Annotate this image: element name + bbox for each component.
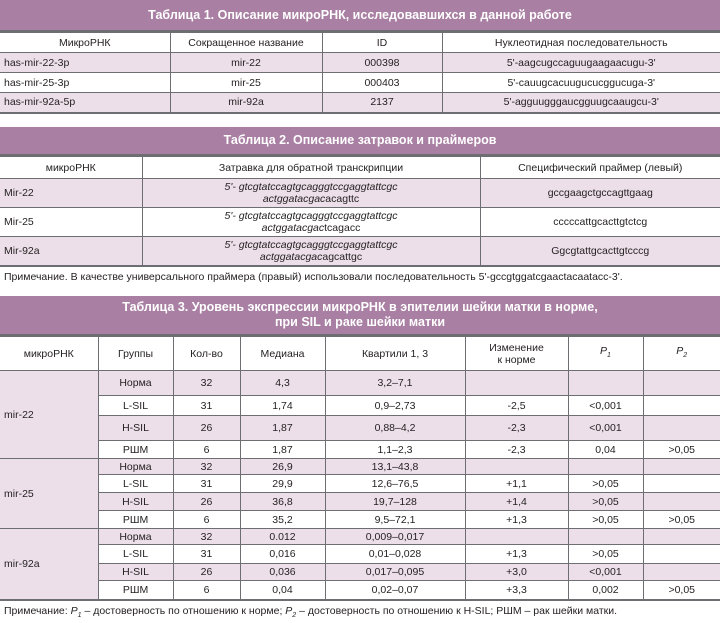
table-row — [0, 545, 720, 564]
id-cell: 2137 — [322, 93, 442, 113]
change-cell: +1,4 — [465, 493, 568, 511]
sequence-cell: 5'-agguugggaucgguugcaaugcu-3' — [442, 93, 720, 113]
id-cell: 000398 — [322, 53, 442, 73]
p1-cell: 0,002 — [568, 581, 643, 600]
column-header: $P_1$ — [568, 337, 643, 371]
rt-primer-cell — [142, 208, 480, 237]
table-1-title: Таблица 1. Описание микроРНК, исследовавшихся в данной работе — [0, 0, 720, 32]
p1-cell: 0,04 — [568, 441, 643, 459]
change-cell: +3,3 — [465, 581, 568, 600]
mirna-cell: has-mir-25-3p — [0, 73, 170, 93]
quartiles-cell: 0,88–4,2 — [325, 416, 465, 441]
change-cell — [465, 371, 568, 396]
mirna-group-cell: mir-92a — [0, 529, 98, 600]
count-cell: 31 — [173, 396, 240, 416]
count-cell: 31 — [173, 545, 240, 564]
mirna-group-cell: mir-22 — [0, 371, 98, 459]
table-row — [0, 237, 720, 266]
column-header: МикроРНК — [0, 33, 170, 53]
primer-cell: cccccattgcacttgtctcg — [480, 208, 720, 237]
mirna-cell: has-mir-92a-5p — [0, 93, 170, 113]
count-cell: 6 — [173, 511, 240, 529]
mirna-cell: Mir-22 — [0, 179, 142, 208]
median-cell: 4,3 — [240, 371, 325, 396]
p1-cell: >0,05 — [568, 475, 643, 493]
rt-primer-line-2: actggatacgacagcattgc — [259, 250, 363, 263]
column-header: Специфический праймер (левый) — [480, 157, 720, 179]
table-row — [0, 564, 720, 581]
p1-cell: >0,05 — [568, 511, 643, 529]
p2-cell: >0,05 — [643, 581, 720, 600]
table-2-grid — [0, 156, 720, 267]
quartiles-cell: 0,017–0,095 — [325, 564, 465, 581]
short-name-cell: mir-92a — [170, 93, 322, 113]
mirna-cell: Mir-25 — [0, 208, 142, 237]
count-cell: 32 — [173, 371, 240, 396]
column-header: Медиана — [240, 337, 325, 371]
id-cell: 000403 — [322, 73, 442, 93]
quartiles-cell: 0,01–0,028 — [325, 545, 465, 564]
median-cell: 0,04 — [240, 581, 325, 600]
median-cell: 0,036 — [240, 564, 325, 581]
sequence-cell: 5'-aagcugccaguugaagaacugu-3' — [442, 53, 720, 73]
group-cell: Норма — [98, 459, 173, 475]
column-header: микроРНК — [0, 337, 98, 371]
p2-cell — [643, 493, 720, 511]
change-cell: -2,3 — [465, 416, 568, 441]
table-1-grid — [0, 32, 720, 114]
p1-cell — [568, 459, 643, 475]
group-cell: Норма — [98, 371, 173, 396]
table-3-grid — [0, 336, 720, 601]
median-cell: 0.012 — [240, 529, 325, 545]
rt-primer-line-1: 5'- gtcgtatccagtgcagggtccgaggtattcgc — [224, 210, 398, 222]
p2-cell: >0,05 — [643, 441, 720, 459]
median-cell: 1,74 — [240, 396, 325, 416]
table-3-title: Таблица 3. Уровень экспрессии микроРНК в эпителии шейки матки в норме, при SIL и раке шейки матки — [0, 296, 720, 336]
table-row — [0, 53, 720, 73]
column-header: Кол-во — [173, 337, 240, 371]
p2-cell — [643, 371, 720, 396]
p2-cell — [643, 564, 720, 581]
change-cell — [465, 459, 568, 475]
table-2-note: Примечание. В качестве универсального праймера (правый) использовали последовательность 5'-gccgtggatcgaactacaatacc-3'. — [4, 270, 623, 283]
table-3-note: Примечание: $P_1$ – достоверность по отношению к норме; $P_2$ – достоверность по отношению к H-SIL; РШМ – рак шейки матки. — [4, 604, 618, 619]
count-cell: 26 — [173, 564, 240, 581]
table-row — [0, 179, 720, 208]
p1-cell: >0,05 — [568, 545, 643, 564]
change-cell: -2,5 — [465, 396, 568, 416]
quartiles-cell: 12,6–76,5 — [325, 475, 465, 493]
column-header: Изменение к норме — [465, 337, 568, 371]
quartiles-cell: 0,02–0,07 — [325, 581, 465, 600]
group-cell: L-SIL — [98, 396, 173, 416]
rt-primer-line-2: actggatacgactcagacc — [261, 222, 361, 234]
p2-cell — [643, 459, 720, 475]
group-cell: H-SIL — [98, 416, 173, 441]
group-cell: РШМ — [98, 581, 173, 600]
column-header: ID — [322, 33, 442, 53]
median-cell: 0,016 — [240, 545, 325, 564]
table-1-header-row — [0, 33, 720, 53]
table-row — [0, 441, 720, 459]
p2-cell — [643, 396, 720, 416]
p1-cell: <0,001 — [568, 416, 643, 441]
column-header: микроРНК — [0, 157, 142, 179]
p2-cell — [643, 529, 720, 545]
quartiles-cell: 0,009–0,017 — [325, 529, 465, 545]
median-cell: 29,9 — [240, 475, 325, 493]
p1-cell: <0,001 — [568, 396, 643, 416]
mirna-cell: Mir-92a — [0, 237, 142, 266]
quartiles-cell: 9,5–72,1 — [325, 511, 465, 529]
rt-primer-cell — [142, 237, 480, 266]
median-cell: 1,87 — [240, 416, 325, 441]
column-header: Сокращенное название — [170, 33, 322, 53]
quartiles-cell: 19,7–128 — [325, 493, 465, 511]
rt-primer-line-2: actggatacgacacagttc — [262, 193, 360, 205]
table-row — [0, 475, 720, 493]
rt-primer-line-1: 5'- gtcgtatccagtgcagggtccgaggtattcgc — [224, 238, 398, 251]
change-cell: +1,3 — [465, 511, 568, 529]
p1-cell — [568, 371, 643, 396]
table-row — [0, 93, 720, 113]
primer-cell: Ggcgtattgcacttgtcccg — [480, 237, 720, 266]
p2-cell — [643, 545, 720, 564]
table-row — [0, 208, 720, 237]
column-header: Квартили 1, 3 — [325, 337, 465, 371]
table-3-header-row — [0, 337, 720, 371]
group-cell: H-SIL — [98, 564, 173, 581]
mirna-group-cell: mir-25 — [0, 459, 98, 529]
median-cell: 26,9 — [240, 459, 325, 475]
table-row — [0, 396, 720, 416]
count-cell: 32 — [173, 459, 240, 475]
p1-cell: <0,001 — [568, 564, 643, 581]
column-header: Группы — [98, 337, 173, 371]
p2-cell — [643, 475, 720, 493]
count-cell: 6 — [173, 441, 240, 459]
short-name-cell: mir-25 — [170, 73, 322, 93]
count-cell: 31 — [173, 475, 240, 493]
change-cell: -2,3 — [465, 441, 568, 459]
table-row — [0, 529, 720, 545]
table-1 — [0, 0, 720, 114]
rt-primer-cell — [142, 179, 480, 208]
quartiles-cell: 13,1–43,8 — [325, 459, 465, 475]
table-2-header-row — [0, 157, 720, 179]
p1-cell — [568, 529, 643, 545]
table-row — [0, 581, 720, 600]
quartiles-cell: 1,1–2,3 — [325, 441, 465, 459]
quartiles-cell: 3,2–7,1 — [325, 371, 465, 396]
count-cell: 6 — [173, 581, 240, 600]
count-cell: 26 — [173, 493, 240, 511]
table-row — [0, 493, 720, 511]
table-2 — [0, 127, 720, 284]
change-cell: +1,1 — [465, 475, 568, 493]
table-row — [0, 459, 720, 475]
table-3-body — [0, 371, 720, 600]
rt-primer-line-1: 5'- gtcgtatccagtgcagggtccgaggtattcgc — [224, 181, 398, 193]
table-3 — [0, 296, 720, 623]
column-header: Нуклеотидная последовательность — [442, 33, 720, 53]
group-cell: РШМ — [98, 441, 173, 459]
primer-cell: gccgaagctgccagttgaag — [480, 179, 720, 208]
group-cell: L-SIL — [98, 545, 173, 564]
column-header: $P_2$ — [643, 337, 720, 371]
mirna-cell: has-mir-22-3p — [0, 53, 170, 73]
median-cell: 1,87 — [240, 441, 325, 459]
group-cell: H-SIL — [98, 493, 173, 511]
table-row — [0, 73, 720, 93]
count-cell: 26 — [173, 416, 240, 441]
table-row — [0, 511, 720, 529]
quartiles-cell: 0,9–2,73 — [325, 396, 465, 416]
group-cell: Норма — [98, 529, 173, 545]
table-2-title: Таблица 2. Описание затравок и праймеров — [0, 127, 720, 156]
change-cell: +1,3 — [465, 545, 568, 564]
median-cell: 35,2 — [240, 511, 325, 529]
sequence-cell: 5'-cauugcacuugucucggucuga-3' — [442, 73, 720, 93]
change-cell: +3,0 — [465, 564, 568, 581]
median-cell: 36,8 — [240, 493, 325, 511]
table-row — [0, 371, 720, 396]
p1-cell: >0,05 — [568, 493, 643, 511]
count-cell: 32 — [173, 529, 240, 545]
group-cell: L-SIL — [98, 475, 173, 493]
p2-cell: >0,05 — [643, 511, 720, 529]
short-name-cell: mir-22 — [170, 53, 322, 73]
group-cell: РШМ — [98, 511, 173, 529]
table-row — [0, 416, 720, 441]
column-header: Затравка для обратной транскрипции — [142, 157, 480, 179]
change-cell — [465, 529, 568, 545]
p2-cell — [643, 416, 720, 441]
